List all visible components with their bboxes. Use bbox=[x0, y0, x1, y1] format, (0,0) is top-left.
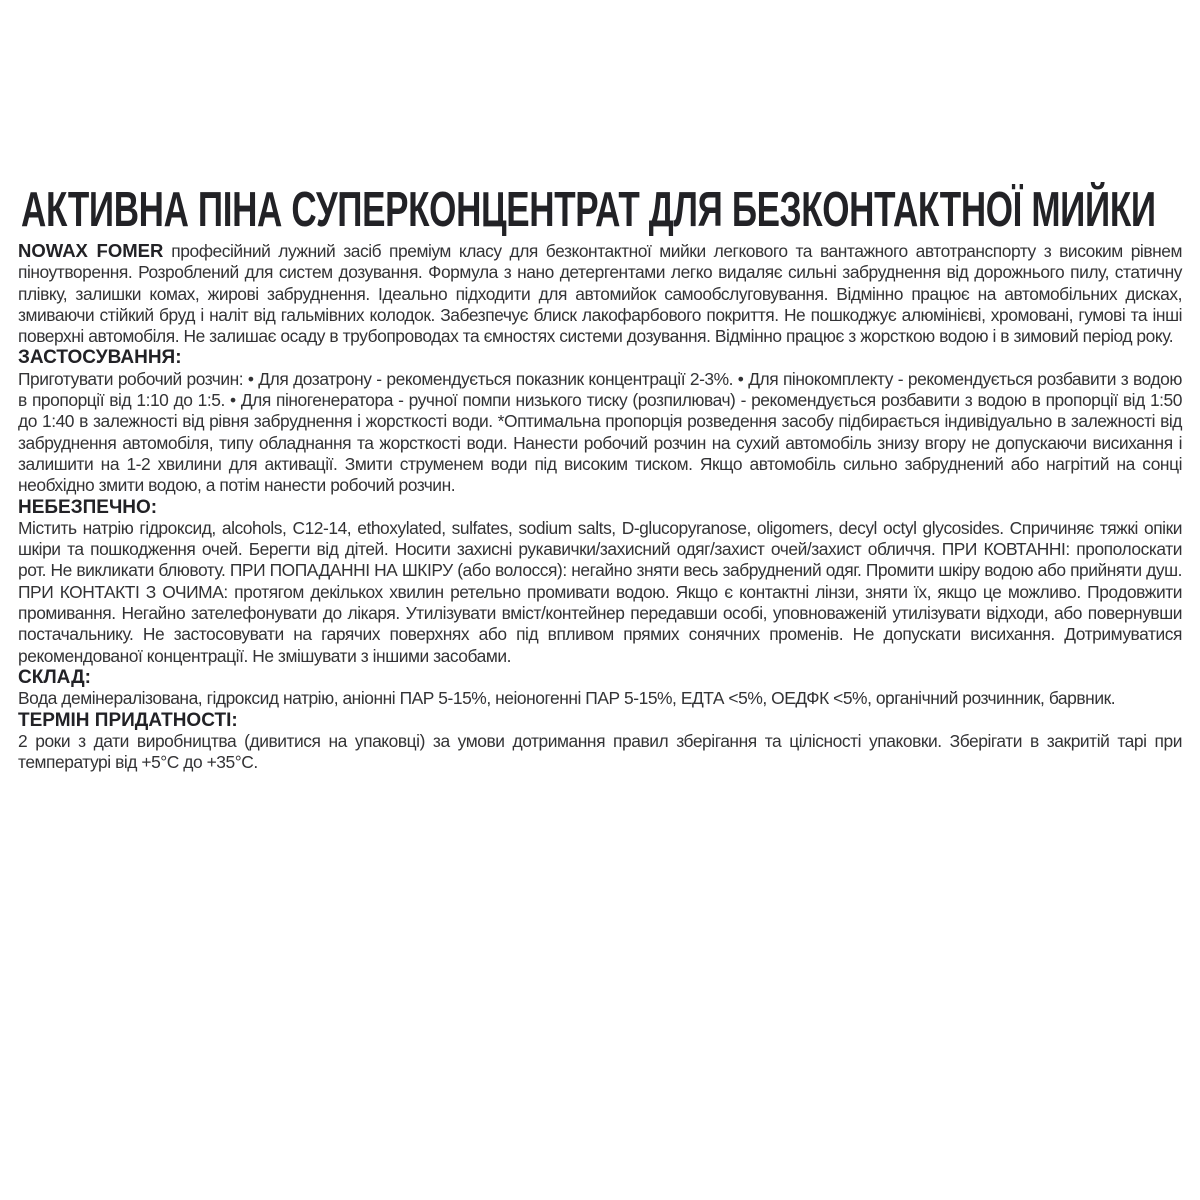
description-text: професійний лужний засіб преміум класу для безконтактної мийки легкового та вантажного автотранспорту з високим рівнем піноутворення. Розроблений для систем дозування. Формула з нано детергентами легко видаляє сильні забруднення від дорожнього пилу, статичну плівку, залишки комах, жирові забруднення. Ідеально підходити для автомийок самообслуговування. Відмінно працює на автомобільних дисках, змиваючи стійкий бруд і наліт від гальмівних колодок. Забезпечує блиск лакофарбового покриття. Не пошкоджує алюмінієві, хромовані, гумові та інші поверхні автомобіля. Не залишає осаду в трубопроводах та ємностях системи дозування. Відмінно працює з жорсткою водою і в зимовий період року. bbox=[18, 241, 1182, 347]
product-title: АКТИВНА ПІНА СУПЕРКОНЦЕНТРАТ ДЛЯ БЕЗКОНТАКТНОЇ МИЙКИ bbox=[21, 183, 1156, 237]
section-text-shelf-life: 2 роки з дати виробництва (дивитися на упаковці) за умови дотримання правил зберігання та цілісності упаковки. Зберігати в закритій тарі при температурі від +5°C до +35°C. bbox=[18, 730, 1182, 773]
section-text-danger: Містить натрію гідроксид, alcohols, C12-14, ethoxylated, sulfates, sodium salts, D-glucopyranose, oligomers, decyl octyl glycosides. Спричиняє тяжкі опіки шкіри та пошкодження очей. Берегти від дітей. Носити захисні рукавички/захисний одяг/захист очей/захист обличчя. ПРИ КОВТАННІ: прополоскати рот. Не викликати блювоту. ПРИ ПОПАДАННІ НА ШКІРУ (або волосся): негайно зняти весь забруднений одяг. Промити шкіру водою або прийняти душ. ПРИ КОНТАКТІ З ОЧИМА: протягом декількох хвилин ретельно промивати водою. Якщо є контактні лінзи, зняти їх, якщо це можливо. Продовжити промивання. Негайно зателефонувати до лікаря. Утилізувати вміст/контейнер передавши особі, уповноваженій утилізувати відходи, або повернувши постачальнику. Не застосовувати на гарячих поверхнях або під впливом прямих сонячних променів. Не допускати висихання. Дотримуватися рекомендованої концентрації. Не змішувати з іншими засобами. bbox=[18, 517, 1182, 666]
section-composition bbox=[18, 667, 1182, 710]
section-shelf-life bbox=[18, 710, 1182, 774]
section-text-composition: Вода демінералізована, гідроксид натрію, аніонні ПАР 5-15%, неіоногенні ПАР 5-15%, ЕДТА <5%, ОЕДФК <5%, органічний розчинник, барвник. bbox=[18, 688, 1116, 709]
section-heading-danger: НЕБЕЗПЕЧНО: bbox=[18, 496, 158, 518]
product-label-document bbox=[18, 180, 1182, 773]
section-danger bbox=[18, 497, 1182, 667]
section-text-usage: Приготувати робочий розчин: • Для дозатрону - рекомендується показник концентрації 2-3%. • Для пінокомплекту - рекомендується розбавити з водою в пропорції від 1:10 до 1:5. • Для піногенератора - ручної помпи низького тиску (розпилювач) - рекомендується розбавити з водою в пропорції від 1:50 до 1:40 в залежності від рівня забруднення і жорсткості води. *Оптимальна пропорція розведення засобу підбирається індивідуально в залежності від забруднення автомобіля, типу обладнання та жорсткості води. Нанести робочий розчин на сухий автомобіль знизу вгору не допускаючи висихання і залишити на 1-2 хвилини для активації. Змити струменем води під високим тиском. Якщо автомобіль сильно забруднений або нагрітий на сонці необхідно змити водою, а потім нанести робочий розчин. bbox=[18, 368, 1182, 496]
section-heading-composition: СКЛАД: bbox=[18, 666, 91, 688]
section-heading-shelf-life: ТЕРМІН ПРИДАТНОСТІ: bbox=[18, 709, 238, 731]
brand-name: NOWAX FOMER bbox=[18, 240, 164, 261]
product-description bbox=[18, 240, 1182, 347]
section-heading-usage: ЗАСТОСУВАННЯ: bbox=[18, 347, 182, 369]
section-usage bbox=[18, 347, 1182, 496]
